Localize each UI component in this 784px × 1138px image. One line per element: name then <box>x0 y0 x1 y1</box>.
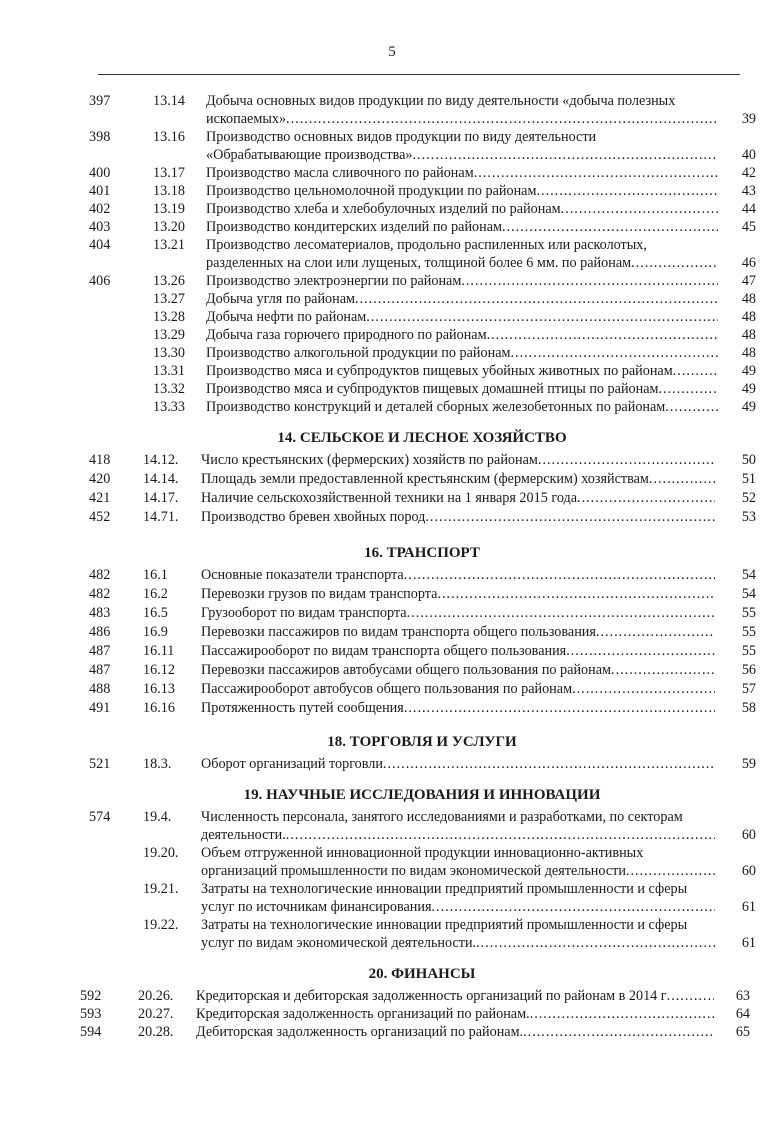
section-heading: 20. ФИНАНСЫ <box>368 966 476 982</box>
toc-section <box>0 430 784 527</box>
toc-section <box>0 787 784 952</box>
page-reference: 55 <box>741 624 756 640</box>
entry-title-line: Производство масла сливочного по районам <box>206 165 474 181</box>
source-number: 482 <box>89 567 111 583</box>
entry-title-line: Производство мяса и субпродуктов пищевых убойных животных по районам <box>206 363 673 379</box>
source-number: 418 <box>89 452 111 468</box>
dot-leader <box>631 254 718 272</box>
page-reference: 49 <box>741 381 756 397</box>
table-number: 14.12. <box>143 452 179 468</box>
toc-entry[interactable] <box>0 1005 784 1023</box>
section-heading: 18. ТОРГОВЛЯ И УСЛУГИ <box>327 734 517 750</box>
toc-entry[interactable] <box>0 566 784 585</box>
table-number: 14.14. <box>143 471 179 487</box>
dot-leader <box>530 1005 714 1023</box>
entry-title-line: Затраты на технологические инновации предприятий промышленности и сферы <box>201 917 688 933</box>
entry-title <box>201 451 715 470</box>
entry-title <box>201 566 715 585</box>
page-reference: 54 <box>741 567 756 583</box>
toc-entry[interactable] <box>0 916 784 952</box>
toc-entry[interactable] <box>0 642 784 661</box>
page-reference: 47 <box>741 273 756 289</box>
table-number: 13.19 <box>153 201 185 217</box>
entry-title-line: «Обрабатывающие производства» <box>206 147 413 163</box>
source-number: 402 <box>89 201 111 217</box>
page-reference: 42 <box>741 165 756 181</box>
dot-leader <box>286 110 718 128</box>
page-reference: 43 <box>741 183 756 199</box>
entry-title-line: Добыча газа горючего природного по районам <box>206 327 487 343</box>
entry-title-line: Производство лесоматериалов, продольно распиленных или расколотых, <box>206 237 647 253</box>
toc-entry[interactable] <box>0 604 784 623</box>
table-number: 13.27 <box>153 291 185 307</box>
dot-leader <box>538 451 715 470</box>
entry-title <box>201 642 715 661</box>
dot-leader <box>286 826 715 844</box>
entry-title-line: Площадь земли предоставленной крестьянским (фермерским) хозяйствам <box>201 471 649 487</box>
source-number: 491 <box>89 700 111 716</box>
entry-title <box>196 1005 714 1023</box>
toc-entry[interactable] <box>0 755 784 773</box>
dot-leader <box>611 661 715 680</box>
table-number: 19.22. <box>143 917 179 933</box>
entry-title <box>206 380 718 398</box>
toc-entry[interactable] <box>0 680 784 699</box>
page-reference: 45 <box>741 219 756 235</box>
dot-leader <box>561 200 718 218</box>
entry-title <box>206 236 718 272</box>
entry-title <box>201 680 715 699</box>
toc-entry[interactable] <box>0 272 784 290</box>
entry-title <box>206 344 718 362</box>
page-reference: 60 <box>741 827 756 843</box>
table-number: 16.12 <box>143 662 175 678</box>
source-number: 487 <box>89 662 111 678</box>
table-number: 18.3. <box>143 756 172 772</box>
table-number: 13.18 <box>153 183 185 199</box>
page-reference: 51 <box>741 471 756 487</box>
page-reference: 50 <box>741 452 756 468</box>
dot-leader <box>487 326 718 344</box>
entry-title <box>206 164 718 182</box>
dot-leader <box>355 290 718 308</box>
dot-leader <box>404 566 715 585</box>
table-number: 13.17 <box>153 165 185 181</box>
dot-leader <box>566 642 715 661</box>
entry-title <box>201 470 715 489</box>
entry-title-line: Производство бревен хвойных пород <box>201 509 426 525</box>
header-rule <box>98 74 740 75</box>
toc-section <box>0 966 784 1041</box>
toc-entry[interactable] <box>0 380 784 398</box>
page-reference: 48 <box>741 327 756 343</box>
dot-leader <box>366 308 718 326</box>
section-heading: 19. НАУЧНЫЕ ИССЛЕДОВАНИЯ И ИННОВАЦИИ <box>243 787 601 803</box>
page-reference: 61 <box>741 935 756 951</box>
dot-leader <box>407 604 715 623</box>
entry-title <box>201 699 715 718</box>
page-reference: 48 <box>741 291 756 307</box>
entry-title-line: Грузооборот по видам транспорта <box>201 605 407 621</box>
toc-entry[interactable] <box>0 236 784 272</box>
page-reference: 60 <box>741 863 756 879</box>
entry-title <box>201 508 715 527</box>
source-number: 482 <box>89 586 111 602</box>
entry-title <box>201 489 715 508</box>
entry-title <box>196 987 714 1005</box>
page-reference: 64 <box>735 1006 750 1022</box>
dot-leader <box>577 489 715 508</box>
dot-leader <box>425 508 715 527</box>
entry-title <box>201 585 715 604</box>
entry-title <box>201 844 715 880</box>
entry-title-line: услуг по видам экономической деятельности. <box>201 935 477 951</box>
source-number: 593 <box>80 1006 102 1022</box>
table-number: 20.27. <box>138 1006 174 1022</box>
entry-title-line: Объем отгруженной инновационной продукции инновационно-активных <box>201 845 644 861</box>
table-number: 16.5 <box>143 605 168 621</box>
source-number: 521 <box>89 756 111 772</box>
entry-title-line: Перевозки пассажиров по видам транспорта общего пользования <box>201 624 596 640</box>
toc-entry[interactable] <box>0 200 784 218</box>
entry-title-line: Производство основных видов продукции по виду деятельности <box>206 129 597 145</box>
source-number: 404 <box>89 237 111 253</box>
source-number: 406 <box>89 273 111 289</box>
toc-entry[interactable] <box>0 182 784 200</box>
table-number: 13.21 <box>153 237 185 253</box>
entry-title-line: Дебиторская задолженность организаций по районам. <box>196 1024 524 1040</box>
entry-title-line: деятельности. <box>201 827 286 843</box>
page-reference: 55 <box>741 605 756 621</box>
entry-title-line: Кредиторская и дебиторская задолженность организаций по районам в 2014 г <box>196 988 667 1004</box>
page-reference: 54 <box>741 586 756 602</box>
dot-leader <box>626 862 715 880</box>
page-reference: 63 <box>735 988 750 1004</box>
dot-leader <box>665 398 718 416</box>
entry-title-line: Наличие сельскохозяйственной техники на 1 января 2015 года <box>201 490 578 506</box>
entry-title-line: Производство конструкций и деталей сборных железобетонных по районам <box>206 399 666 415</box>
entry-title-line: Протяженность путей сообщения <box>201 700 404 716</box>
table-number: 13.30 <box>153 345 185 361</box>
toc-entry[interactable] <box>0 699 784 718</box>
toc-entry[interactable] <box>0 623 784 642</box>
page-reference: 58 <box>741 700 756 716</box>
dot-leader <box>412 146 718 164</box>
table-of-contents <box>0 92 784 1041</box>
page-reference: 59 <box>741 756 756 772</box>
table-number: 13.14 <box>153 93 185 109</box>
dot-leader <box>510 344 718 362</box>
entry-title <box>201 755 715 773</box>
page-reference: 49 <box>741 399 756 415</box>
toc-entry[interactable] <box>0 218 784 236</box>
entry-title <box>206 398 718 416</box>
page-reference: 44 <box>741 201 756 217</box>
source-number: 594 <box>80 1024 102 1040</box>
section-heading: 14. СЕЛЬСКОЕ И ЛЕСНОЕ ХОЗЯЙСТВО <box>277 430 567 446</box>
entry-title-line: ископаемых» <box>206 111 287 127</box>
dot-leader <box>431 898 715 916</box>
entry-title-line: Оборот организаций торговли <box>201 756 383 772</box>
source-number: 486 <box>89 624 111 640</box>
dot-leader <box>502 218 718 236</box>
dot-leader <box>596 623 715 642</box>
dot-leader <box>667 987 714 1005</box>
source-number: 397 <box>89 93 111 109</box>
entry-title-line: Производство алкогольной продукции по районам <box>206 345 511 361</box>
entry-title <box>201 880 715 916</box>
entry-title <box>206 200 718 218</box>
source-number: 488 <box>89 681 111 697</box>
entry-title <box>206 182 718 200</box>
dot-leader <box>572 680 715 699</box>
table-number: 13.29 <box>153 327 185 343</box>
source-number: 574 <box>89 809 111 825</box>
table-number: 20.26. <box>138 988 174 1004</box>
toc-section <box>0 92 784 416</box>
entry-title-line: Добыча основных видов продукции по виду деятельности «добыча полезных <box>206 93 676 109</box>
dot-leader <box>659 380 719 398</box>
dot-leader <box>461 272 718 290</box>
table-number: 19.4. <box>143 809 172 825</box>
entry-title-line: Численность персонала, занятого исследованиями и разработками, по секторам <box>201 809 683 825</box>
entry-title-line: Добыча нефти по районам <box>206 309 367 325</box>
entry-title <box>206 272 718 290</box>
page-reference: 65 <box>735 1024 750 1040</box>
table-number: 16.2 <box>143 586 168 602</box>
toc-entry[interactable] <box>0 987 784 1005</box>
source-number: 487 <box>89 643 111 659</box>
entry-title-line: Производство мяса и субпродуктов пищевых домашней птицы по районам <box>206 381 659 397</box>
page-reference: 61 <box>741 899 756 915</box>
entry-title-line: разделенных на слои или лущеных, толщиной более 6 мм. по районам <box>206 255 632 271</box>
entry-title <box>206 308 718 326</box>
table-number: 16.9 <box>143 624 168 640</box>
page-reference: 39 <box>741 111 756 127</box>
toc-entry[interactable] <box>0 844 784 880</box>
entry-title <box>196 1023 714 1041</box>
page-reference: 57 <box>741 681 756 697</box>
toc-section <box>0 545 784 718</box>
entry-title-line: Пассажирооборот автобусов общего пользования по районам <box>201 681 573 697</box>
entry-title <box>201 808 715 844</box>
entry-title-line: Производство кондитерских изделий по районам <box>206 219 503 235</box>
source-number: 452 <box>89 509 111 525</box>
dot-leader <box>437 585 715 604</box>
toc-entry[interactable] <box>0 92 784 128</box>
page-reference: 48 <box>741 345 756 361</box>
page-reference: 53 <box>741 509 756 525</box>
dot-leader <box>474 164 718 182</box>
entry-title-line: Перевозки пассажиров автобусами общего пользования по районам <box>201 662 612 678</box>
entry-title <box>206 92 718 128</box>
entry-title-line: организаций промышленности по видам экономической деятельности <box>201 863 626 879</box>
table-number: 16.13 <box>143 681 175 697</box>
entry-title-line: услуг по источникам финансирования <box>201 899 432 915</box>
table-number: 14.17. <box>143 490 179 506</box>
table-number: 13.20 <box>153 219 185 235</box>
table-number: 16.16 <box>143 700 175 716</box>
page-reference: 52 <box>741 490 756 506</box>
entry-title-line: Производство электроэнергии по районам <box>206 273 462 289</box>
table-number: 13.31 <box>153 363 185 379</box>
toc-entry[interactable] <box>0 290 784 308</box>
toc-entry[interactable] <box>0 661 784 680</box>
entry-title-line: Производство хлеба и хлебобулочных изделий по районам <box>206 201 561 217</box>
page-reference: 48 <box>741 309 756 325</box>
toc-entry[interactable] <box>0 489 784 508</box>
dot-leader <box>404 699 715 718</box>
toc-entry[interactable] <box>0 362 784 380</box>
source-number: 483 <box>89 605 111 621</box>
page-number: 5 <box>388 44 396 60</box>
toc-entry[interactable] <box>0 451 784 470</box>
toc-entry[interactable] <box>0 470 784 489</box>
entry-title-line: Пассажирооборот по видам транспорта общего пользования <box>201 643 567 659</box>
table-number: 14.71. <box>143 509 179 525</box>
page-reference: 46 <box>741 255 756 271</box>
page-reference: 56 <box>741 662 756 678</box>
table-number: 16.11 <box>143 643 175 659</box>
table-number: 13.16 <box>153 129 185 145</box>
dot-leader <box>476 934 715 952</box>
entry-title <box>206 362 718 380</box>
entry-title-line: Производство цельномолочной продукции по районам <box>206 183 537 199</box>
dot-leader <box>536 182 718 200</box>
table-number: 13.33 <box>153 399 185 415</box>
toc-entry[interactable] <box>0 880 784 916</box>
section-heading: 16. ТРАНСПОРТ <box>364 545 480 561</box>
source-number: 400 <box>89 165 111 181</box>
page-reference: 49 <box>741 363 756 379</box>
dot-leader <box>673 362 718 380</box>
toc-entry[interactable] <box>0 326 784 344</box>
toc-entry[interactable] <box>0 508 784 527</box>
toc-entry[interactable] <box>0 128 784 164</box>
dot-leader <box>383 755 715 773</box>
entry-title-line: Кредиторская задолженность организаций по районам. <box>196 1006 530 1022</box>
toc-entry[interactable] <box>0 308 784 326</box>
toc-entry[interactable] <box>0 1023 784 1041</box>
entry-title-line: Основные показатели транспорта <box>201 567 404 583</box>
entry-title-line: Перевозки грузов по видам транспорта <box>201 586 438 602</box>
entry-title <box>201 623 715 642</box>
dot-leader <box>649 470 715 489</box>
entry-title <box>206 218 718 236</box>
page-reference: 40 <box>741 147 756 163</box>
source-number: 421 <box>89 490 111 506</box>
entry-title-line: Число крестьянских (фермерских) хозяйств по районам <box>201 452 538 468</box>
table-number: 13.28 <box>153 309 185 325</box>
toc-entry[interactable] <box>0 398 784 416</box>
source-number: 403 <box>89 219 111 235</box>
source-number: 592 <box>80 988 102 1004</box>
entry-title-line: Затраты на технологические инновации предприятий промышленности и сферы <box>201 881 688 897</box>
entry-title <box>201 604 715 623</box>
toc-entry[interactable] <box>0 585 784 604</box>
table-number: 16.1 <box>143 567 168 583</box>
toc-section <box>0 734 784 773</box>
toc-entry[interactable] <box>0 808 784 844</box>
page-reference: 55 <box>741 643 756 659</box>
table-number: 13.26 <box>153 273 185 289</box>
entry-title <box>206 290 718 308</box>
source-number: 420 <box>89 471 111 487</box>
entry-title <box>206 326 718 344</box>
table-number: 19.20. <box>143 845 179 861</box>
entry-title <box>201 916 715 952</box>
source-number: 398 <box>89 129 111 145</box>
dot-leader <box>523 1023 714 1041</box>
toc-entry[interactable] <box>0 164 784 182</box>
entry-title <box>206 128 718 164</box>
toc-entry[interactable] <box>0 344 784 362</box>
entry-title-line: Добыча угля по районам <box>206 291 356 307</box>
entry-title <box>201 661 715 680</box>
source-number: 401 <box>89 183 111 199</box>
table-number: 13.32 <box>153 381 185 397</box>
table-number: 20.28. <box>138 1024 174 1040</box>
table-number: 19.21. <box>143 881 179 897</box>
